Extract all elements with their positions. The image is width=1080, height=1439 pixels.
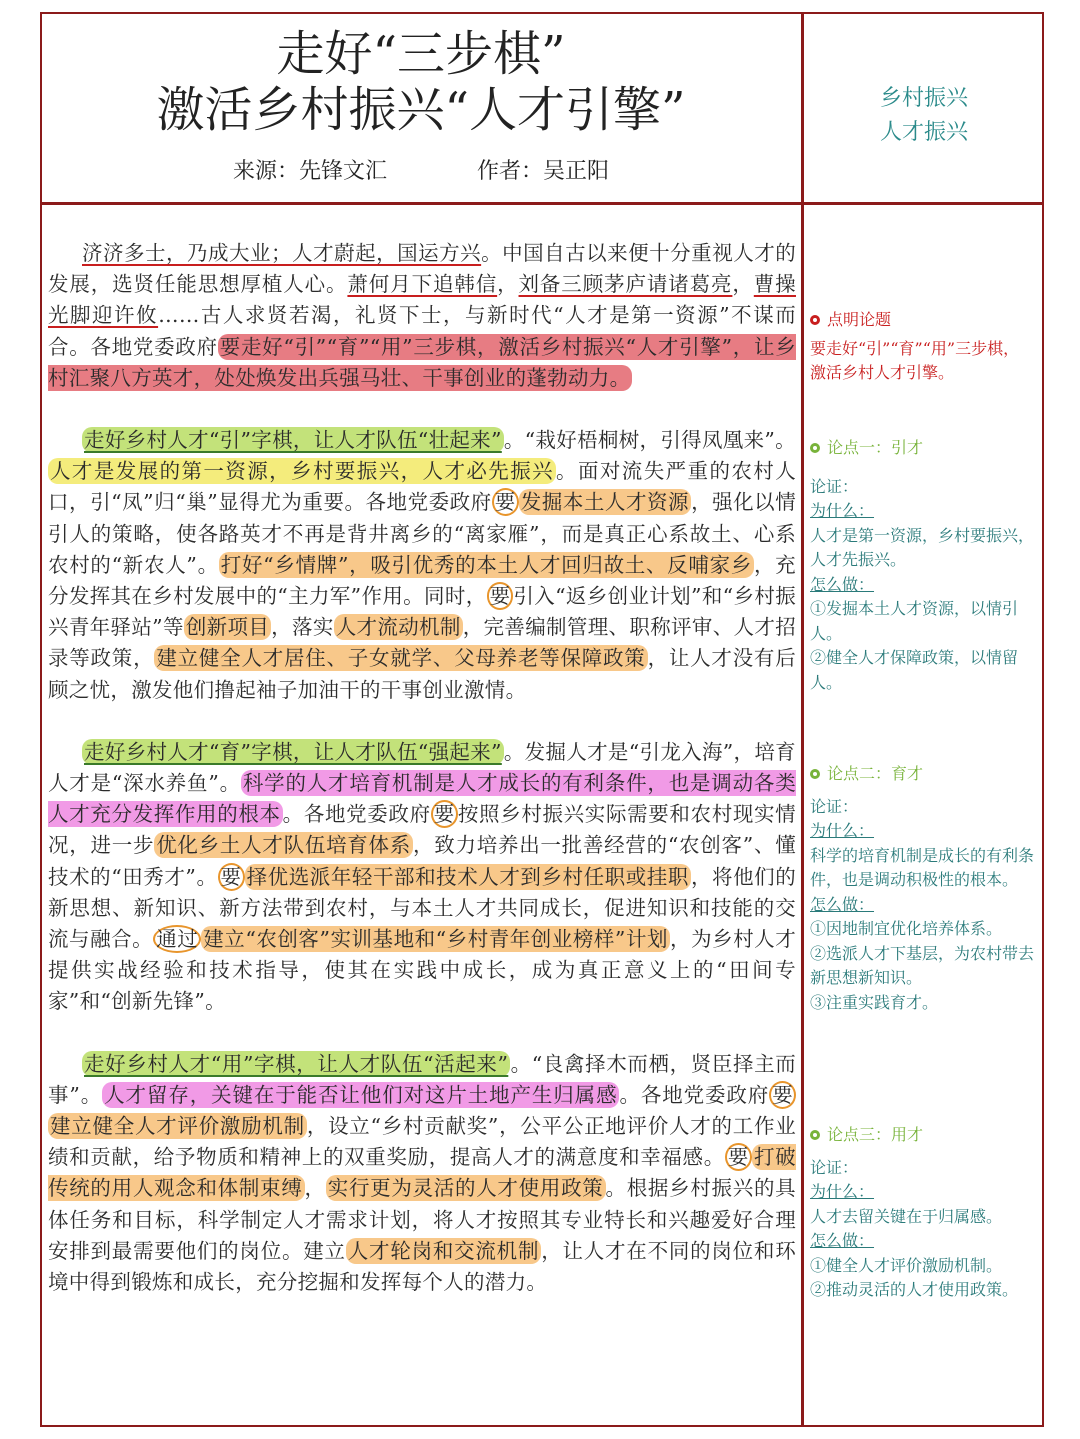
why-text: 人才是第一资源，乡村要振兴，人才先振兴。 <box>810 525 1035 569</box>
point2-notes <box>810 795 1034 1016</box>
measure-highlight: 发掘本土人才资源 <box>520 490 690 515</box>
keyword-circle: 要 <box>218 863 245 891</box>
measure-highlight: 建立健全人才评价激励机制 <box>50 1114 305 1139</box>
reason-highlight: 人才留存，关键在于能否让他们对这片土地产生归属感 <box>104 1082 618 1107</box>
text-span: 。各地党委政府 <box>282 802 431 827</box>
title-line-1: 走好“三步棋” <box>276 26 566 82</box>
article-header <box>42 14 800 202</box>
how-item: ①因地制宜优化培养体系。 <box>810 919 1003 938</box>
paragraph-employ <box>48 1049 796 1299</box>
point1-label: 论点一：引才 <box>827 438 924 457</box>
text-span: ……古人求贤若渴，礼贤下士，与新时代“人才是第一资源”不谋而合。各地党委政府 <box>48 303 797 359</box>
why-text: 科学的培育机制是成长的有利条件，也是调动积极性的根本。 <box>810 845 1035 889</box>
keyword-circle: 要 <box>769 1081 796 1109</box>
bullet-circle-icon <box>810 443 820 453</box>
measure-highlight: 人才流动机制 <box>335 615 461 640</box>
thesis-highlight: 要走好“引”“育”“用”三步棋，激活乡村振兴“人才引擎”，让乡村汇聚八方英才，处处焕发出兵强马壮、干事创业的蓬勃动力。 <box>48 334 797 390</box>
point3-heading-highlight: 走好乡村人才“用”字棋，让人才队伍“活起来” <box>84 1051 509 1076</box>
example-underlined: 刘备三顾茅庐请诸葛亮 <box>518 272 733 297</box>
point2-heading-highlight: 走好乡村人才“育”字棋，让人才队伍“强起来” <box>84 739 502 764</box>
text-span: ，设立“乡村贡献奖”，公平公正地评价人才的工作业绩和贡献，给予物质和精神上的双重奖励，提高人才的满意度和幸福感。 <box>48 1114 796 1170</box>
text-span: ，让人才没有后顾之忧，激发他们撸起袖子加油干的干事创业激情。 <box>48 646 796 702</box>
quote-underlined: 济济多士，乃成大业；人才蔚起，国运方兴 <box>82 241 482 265</box>
point2-heading <box>810 762 1034 787</box>
reason-highlight: 人才是发展的第一资源，乡村要振兴，人才必先振兴 <box>50 459 555 484</box>
tag-talent-revitalization: 人才振兴 <box>879 120 968 145</box>
why-text: 人才去留关键在于归属感。 <box>810 1206 1003 1226</box>
example-underlined: 萧何月下追韩信 <box>347 272 498 297</box>
example-underlined: 曹操光脚迎许攸 <box>48 272 796 328</box>
sidebar-point3 <box>810 1123 1034 1303</box>
paragraph-attract <box>48 425 796 706</box>
how-item: ①发掘本土人才资源，以情引人。 <box>810 599 1019 643</box>
measure-highlight: 人才轮岗和交流机制 <box>347 1238 540 1263</box>
thesis-note: 要走好“引”“育”“用”三步棋，激活乡村人才引擎。 <box>810 338 1020 382</box>
text-span: ，致力培养出一批善经营的“农创客”、懂技术的“田秀才”。 <box>48 833 797 889</box>
text-span: ，落实 <box>271 615 334 640</box>
source-label: 来源：先锋文汇 <box>232 159 387 184</box>
measure-highlight: 打好“乡情牌”，吸引优秀的本土人才回归故土、反哺家乡 <box>220 552 752 577</box>
why-label: 为什么： <box>810 501 875 520</box>
how-item: ①健全人才评价激励机制。 <box>810 1255 1003 1275</box>
paragraph-cultivate <box>48 737 796 1018</box>
how-item: ②推动灵活的人才使用政策。 <box>810 1280 1019 1299</box>
sidebar-point2 <box>810 762 1034 1015</box>
text-span: ，让人才在不同的岗位和环境中得到锻炼和成长，充分挖掘和发挥每个人的潜力。 <box>48 1238 796 1295</box>
text-span: 按照乡村振兴实际需要和农村现实情况，进一步 <box>48 802 796 858</box>
point1-heading <box>810 436 1034 461</box>
column-divider <box>801 12 804 1427</box>
text-span: 。面对流失严重的农村人口，引“凤”归“巢”显得尤为重要。各地党委政府 <box>48 459 796 515</box>
measure-highlight: 建立“农创客”实训基地和“乡村青年创业榜样”计划 <box>203 927 669 952</box>
text-span: 。中国自古以来便十分重视人才的发展，选贤任能思想厚植人心。 <box>48 241 797 297</box>
point2-label: 论点二：育才 <box>827 764 924 783</box>
text-span: ， <box>304 1176 326 1201</box>
title-line-2: 激活乡村振兴“人才引擎” <box>156 82 686 138</box>
topic-tags <box>806 82 1042 150</box>
measure-highlight: 优化乡土人才队伍培育体系 <box>156 833 412 858</box>
measure-highlight: 实行更为灵活的人才使用政策 <box>327 1176 604 1201</box>
point3-label: 论点三：用才 <box>827 1125 924 1144</box>
reason-highlight: 科学的人才培育机制是人才成长的有利条件，也是调动各类人才充分发挥作用的根本 <box>48 771 796 827</box>
measure-highlight: 打破传统的用人观念和体制束缚 <box>48 1145 796 1201</box>
measure-highlight: 建立健全人才居住、子女就学、父母养老等保障政策 <box>156 646 646 671</box>
sidebar-thesis <box>810 308 1034 386</box>
evidence-label: 论证： <box>810 1157 859 1177</box>
text-span: 。发掘人才是“引龙入海”，培育人才是“深水养鱼”。 <box>48 739 796 796</box>
text-span: ， <box>497 272 519 297</box>
how-label: 怎么做： <box>810 894 875 914</box>
why-label: 为什么： <box>810 821 875 840</box>
article-meta <box>42 154 800 185</box>
how-item: ③注重实践育才。 <box>810 992 939 1012</box>
how-item: ②健全人才保障政策，以情留人。 <box>810 648 1019 692</box>
keyword-circle: 通过 <box>153 925 201 953</box>
header-divider <box>40 202 1044 205</box>
text-span: ， <box>732 272 754 297</box>
point1-notes <box>810 475 1034 696</box>
bullet-circle-icon <box>810 1130 820 1140</box>
text-span: ，为乡村人才提供实战经验和技术指导，使其在实践中成长，成为真正意义上的“田间专家”和“创新先锋”。 <box>48 927 797 1014</box>
measure-highlight: 创新项目 <box>185 615 270 640</box>
bullet-circle-icon <box>810 315 820 325</box>
evidence-label: 论证： <box>810 796 859 816</box>
paragraph-intro <box>48 238 796 394</box>
text-span: 。根据乡村振兴的具体任务和目标，科学制定人才需求计划，将人才按照其专业特长和兴趣爱好合理安排到最需要他们的岗位。建立 <box>48 1176 796 1263</box>
keyword-circle: 要 <box>431 800 458 828</box>
how-label: 怎么做： <box>810 574 875 594</box>
article-body <box>48 238 796 1329</box>
thesis-label: 点明论题 <box>827 310 892 329</box>
point3-notes <box>810 1156 1034 1303</box>
why-label: 为什么： <box>810 1182 875 1201</box>
how-item: ②选派人才下基层，为农村带去新思想新知识。 <box>810 943 1035 987</box>
tag-rural-revitalization: 乡村振兴 <box>879 86 968 111</box>
keyword-circle: 要 <box>492 488 519 516</box>
text-span: 。“良禽择木而栖，贤臣择主而事”。 <box>48 1051 796 1107</box>
point3-heading <box>810 1123 1034 1148</box>
text-span: ，完善编制管理、职称评审、人才招录等政策， <box>48 615 797 671</box>
text-span: ，将他们的新思想、新知识、新方法带到农村，与本土人才共同成长，促进知识和技能的交流与融合。 <box>48 864 796 952</box>
measure-highlight: 择优选派年轻干部和技术人才到乡村任职或挂职 <box>246 864 689 889</box>
how-label: 怎么做： <box>810 1231 875 1250</box>
author-label: 作者：吴正阳 <box>477 159 610 184</box>
bullet-circle-icon <box>810 769 820 779</box>
point1-heading-highlight: 走好乡村人才“引”字棋，让人才队伍“壮起来” <box>84 428 502 453</box>
text-span: 。“栽好梧桐树，引得凤凰来”。 <box>503 428 796 453</box>
keyword-circle: 要 <box>487 582 514 610</box>
text-span: 引入“返乡创业计划”和“乡村振兴青年驿站”等 <box>48 584 796 640</box>
text-span: ，充分发挥其在乡村发展中的“主力军”作用。同时， <box>48 552 796 609</box>
thesis-heading <box>810 308 1034 333</box>
text-span: 。各地党委政府 <box>619 1082 770 1107</box>
text-span: ，强化以情引人的策略，使各路英才不再是背井离乡的“离家雁”，而是真正心系故土、心系农村的“新农人”。 <box>48 490 797 577</box>
evidence-label: 论证： <box>810 476 859 496</box>
sidebar-point1 <box>810 436 1034 695</box>
keyword-circle: 要 <box>725 1143 752 1171</box>
